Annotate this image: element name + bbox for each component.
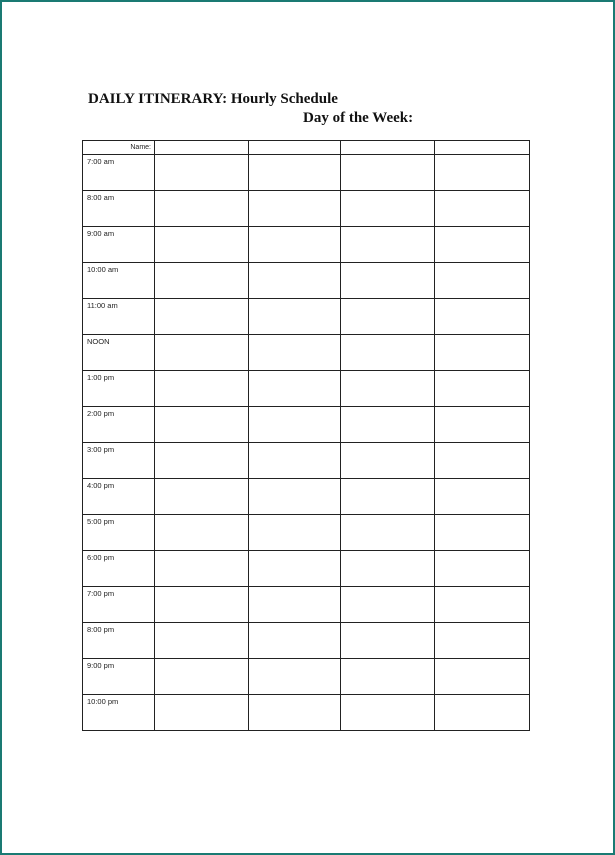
- time-label: 11:00 am: [87, 301, 118, 310]
- hour-row: [83, 191, 530, 227]
- time-cell: [83, 299, 155, 335]
- day-of-week-label: Day of the Week:: [303, 110, 414, 126]
- schedule-entry-cell[interactable]: [155, 191, 249, 227]
- schedule-entry-cell[interactable]: [341, 623, 435, 659]
- schedule-entry-cell[interactable]: [341, 587, 435, 623]
- schedule-entry-cell[interactable]: [341, 479, 435, 515]
- schedule-entry-cell[interactable]: [155, 515, 249, 551]
- schedule-entry-cell[interactable]: [155, 443, 249, 479]
- schedule-entry-cell[interactable]: [155, 299, 249, 335]
- hour-row: [83, 623, 530, 659]
- schedule-entry-cell[interactable]: [341, 155, 435, 191]
- time-cell: [83, 659, 155, 695]
- schedule-entry-cell[interactable]: [155, 659, 249, 695]
- schedule-entry-cell[interactable]: [155, 587, 249, 623]
- time-label: 10:00 pm: [87, 697, 119, 706]
- time-cell: [83, 551, 155, 587]
- schedule-entry-cell[interactable]: [155, 623, 249, 659]
- schedule-entry-cell[interactable]: [341, 551, 435, 587]
- time-label: 10:00 am: [87, 265, 119, 274]
- schedule-entry-cell[interactable]: [435, 227, 530, 263]
- schedule-entry-cell[interactable]: [249, 335, 341, 371]
- schedule-entry-cell[interactable]: [435, 191, 530, 227]
- schedule-entry-cell[interactable]: [249, 155, 341, 191]
- schedule-entry-cell[interactable]: [341, 263, 435, 299]
- schedule-entry-cell[interactable]: [341, 515, 435, 551]
- hour-row: [83, 407, 530, 443]
- time-label: 7:00 am: [87, 157, 115, 166]
- hour-row: [83, 659, 530, 695]
- time-label: NOON: [87, 337, 110, 346]
- hour-row: [83, 263, 530, 299]
- schedule-entry-cell[interactable]: [435, 551, 530, 587]
- time-label: 1:00 pm: [87, 373, 115, 382]
- time-cell: [83, 227, 155, 263]
- schedule-entry-cell[interactable]: [341, 227, 435, 263]
- schedule-entry-cell[interactable]: [435, 515, 530, 551]
- schedule-entry-cell[interactable]: [435, 263, 530, 299]
- schedule-entry-cell[interactable]: [341, 443, 435, 479]
- time-label: 2:00 pm: [87, 409, 115, 418]
- hour-row: [83, 371, 530, 407]
- hourly-schedule-table: [82, 140, 530, 731]
- schedule-entry-cell[interactable]: [249, 515, 341, 551]
- schedule-entry-cell[interactable]: [249, 551, 341, 587]
- schedule-entry-cell[interactable]: [249, 623, 341, 659]
- time-cell: [83, 587, 155, 623]
- hour-row: [83, 551, 530, 587]
- schedule-entry-cell[interactable]: [249, 263, 341, 299]
- time-cell: [83, 443, 155, 479]
- schedule-entry-cell[interactable]: [435, 587, 530, 623]
- name-label-cell: [83, 141, 155, 155]
- schedule-entry-cell[interactable]: [155, 551, 249, 587]
- schedule-entry-cell[interactable]: [249, 299, 341, 335]
- time-cell: [83, 371, 155, 407]
- time-cell: [83, 479, 155, 515]
- schedule-entry-cell[interactable]: [435, 479, 530, 515]
- time-label: 7:00 pm: [87, 589, 115, 598]
- document-title: DAILY ITINERARY: Hourly Schedule: [88, 91, 338, 107]
- schedule-entry-cell[interactable]: [341, 299, 435, 335]
- time-label: 4:00 pm: [87, 481, 115, 490]
- schedule-entry-cell[interactable]: [249, 587, 341, 623]
- hour-row: [83, 227, 530, 263]
- schedule-entry-cell[interactable]: [435, 299, 530, 335]
- schedule-entry-cell[interactable]: [249, 443, 341, 479]
- schedule-entry-cell[interactable]: [435, 155, 530, 191]
- schedule-entry-cell[interactable]: [155, 479, 249, 515]
- schedule-entry-cell[interactable]: [435, 371, 530, 407]
- schedule-entry-cell[interactable]: [435, 695, 530, 731]
- hour-row: [83, 479, 530, 515]
- schedule-entry-cell[interactable]: [249, 407, 341, 443]
- schedule-entry-cell[interactable]: [435, 335, 530, 371]
- schedule-entry-cell[interactable]: [155, 227, 249, 263]
- time-label: 6:00 pm: [87, 553, 115, 562]
- name-entry-cell[interactable]: [155, 141, 249, 155]
- time-label: 9:00 am: [87, 229, 115, 238]
- time-cell: [83, 191, 155, 227]
- schedule-entry-cell[interactable]: [155, 371, 249, 407]
- time-label: 8:00 am: [87, 193, 115, 202]
- schedule-entry-cell[interactable]: [249, 659, 341, 695]
- time-cell: [83, 155, 155, 191]
- schedule-entry-cell[interactable]: [155, 695, 249, 731]
- name-entry-cell[interactable]: [249, 141, 341, 155]
- name-entry-cell[interactable]: [341, 141, 435, 155]
- schedule-entry-cell[interactable]: [341, 371, 435, 407]
- time-cell: [83, 515, 155, 551]
- time-label: 8:00 pm: [87, 625, 115, 634]
- hour-row: [83, 155, 530, 191]
- time-cell: [83, 263, 155, 299]
- name-row: [83, 141, 530, 155]
- schedule-entry-cell[interactable]: [155, 263, 249, 299]
- name-entry-cell[interactable]: [435, 141, 530, 155]
- time-cell: [83, 407, 155, 443]
- schedule-entry-cell[interactable]: [155, 407, 249, 443]
- schedule-entry-cell[interactable]: [249, 227, 341, 263]
- hour-row: [83, 335, 530, 371]
- schedule-entry-cell[interactable]: [341, 695, 435, 731]
- schedule-entry-cell[interactable]: [249, 479, 341, 515]
- time-label: 5:00 pm: [87, 517, 115, 526]
- schedule-entry-cell[interactable]: [155, 155, 249, 191]
- schedule-entry-cell[interactable]: [249, 371, 341, 407]
- hour-row: [83, 587, 530, 623]
- hour-row: [83, 443, 530, 479]
- schedule-entry-cell[interactable]: [155, 335, 249, 371]
- schedule-entry-cell[interactable]: [249, 191, 341, 227]
- schedule-entry-cell[interactable]: [435, 659, 530, 695]
- name-label: Name:: [130, 144, 151, 151]
- schedule-entry-cell[interactable]: [341, 335, 435, 371]
- time-cell: [83, 695, 155, 731]
- schedule-entry-cell[interactable]: [341, 659, 435, 695]
- hour-row: [83, 515, 530, 551]
- time-cell: [83, 623, 155, 659]
- hour-row: [83, 695, 530, 731]
- schedule-entry-cell[interactable]: [341, 407, 435, 443]
- schedule-entry-cell[interactable]: [341, 191, 435, 227]
- schedule-entry-cell[interactable]: [435, 623, 530, 659]
- hour-row: [83, 299, 530, 335]
- schedule-entry-cell[interactable]: [435, 407, 530, 443]
- schedule-entry-cell[interactable]: [435, 443, 530, 479]
- time-label: 3:00 pm: [87, 445, 115, 454]
- time-cell: [83, 335, 155, 371]
- schedule-entry-cell[interactable]: [249, 695, 341, 731]
- time-label: 9:00 pm: [87, 661, 115, 670]
